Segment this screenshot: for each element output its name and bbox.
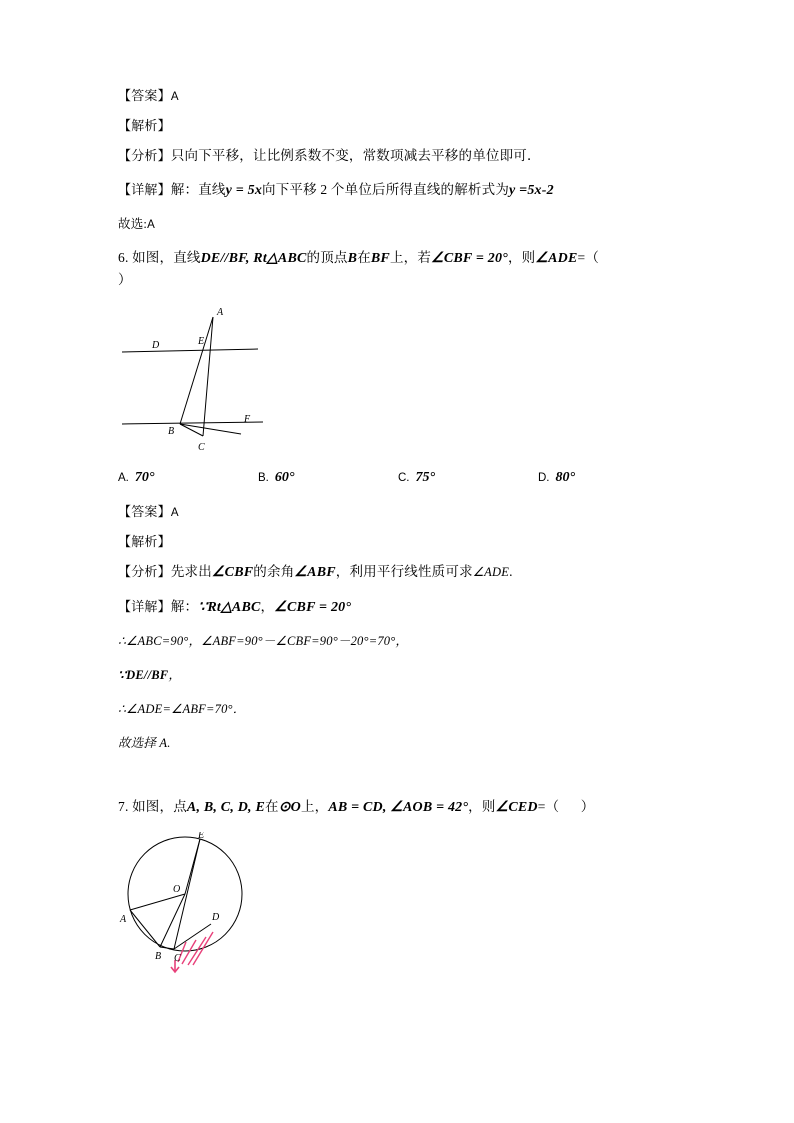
q6-detail-formula-2: ∠CBF = 20°	[274, 599, 352, 615]
detail-formula-2: y =5x-2	[509, 182, 554, 198]
q6-choice-d-value: 80°	[555, 469, 576, 485]
q6-explain-tag: 【解析】	[118, 533, 171, 549]
q7-formula-1: A, B, C, D, E	[186, 799, 265, 815]
q6-formula-5: ∠ADE	[535, 251, 578, 267]
q6-step1-text: ∴∠ABC=90°，∠ABF=90°－∠CBF=90°－20°=70°，	[118, 634, 409, 649]
q6-choice-a-value: 70°	[134, 469, 155, 485]
q6-detail-line	[118, 597, 678, 619]
q6-stem-part-e: ，则	[507, 250, 536, 266]
q6-step2	[118, 665, 678, 686]
q7-formula-4: ∠CED	[495, 799, 538, 815]
q6-formula-4: ∠CBF = 20°	[431, 251, 508, 267]
q6-choice-b-value: 60°	[274, 469, 295, 485]
q6-formula-2: B	[347, 251, 358, 267]
q6-choice-c-label: C.	[398, 471, 410, 484]
q6-analysis-a: 先求出	[170, 563, 212, 579]
q6-choice-c-value: 75°	[415, 469, 436, 485]
q6-analysis-d: .	[509, 563, 513, 579]
detail-text: 解：直线	[170, 181, 226, 197]
answer-value: A	[170, 91, 179, 103]
q7-stem	[118, 797, 678, 819]
q6-label-B: B	[168, 425, 175, 437]
q6-stem-part-c: 在	[357, 250, 371, 266]
detail-tag: 【详解】	[118, 181, 171, 197]
q5-analysis-line	[118, 146, 678, 167]
q6-choice-d-label: D.	[538, 471, 550, 484]
q6-detail-formula-1: ∵Rt△ABC	[198, 599, 261, 615]
q7-number: 7.	[118, 798, 129, 814]
q6-analysis-line	[118, 562, 678, 584]
q6-stem-part-d: 上，若	[389, 250, 432, 266]
q6-conclusion-text: 故选择 A.	[118, 735, 171, 750]
q6-step1	[118, 631, 678, 652]
q6-step3	[118, 699, 678, 720]
q5-choose-line	[118, 214, 678, 235]
q7-stem-part-d: ，则	[468, 798, 496, 814]
q7-label-D: D	[212, 911, 220, 923]
q6-number: 6.	[118, 250, 129, 266]
q6-answer-line	[118, 502, 678, 523]
q6-choice-a-label: A.	[118, 471, 129, 484]
choose-value: A	[147, 219, 155, 232]
q6-formula-1: DE//BF, Rt△ABC	[200, 251, 307, 267]
q6-step3-text: ∴∠ADE=∠ABF=70°．	[118, 702, 246, 717]
q5-answer-line	[118, 86, 678, 107]
q6-formula-3: BF	[370, 251, 390, 267]
q7-label-C: C	[174, 952, 181, 964]
section-gap	[118, 767, 678, 797]
q6-choice-d[interactable]	[538, 469, 678, 486]
q7-label-B: B	[155, 950, 162, 962]
q7-formula-2: ⊙O	[278, 799, 301, 815]
q7-circle-diagram	[118, 832, 298, 982]
q6-analysis-tag: 【分析】	[118, 563, 171, 579]
q6-stem-part-g: ）	[118, 272, 132, 288]
q7-stem-part-f: ）	[580, 798, 595, 814]
q6-choice-c[interactable]	[398, 469, 538, 486]
q7-figure	[118, 832, 678, 982]
q6-step2-formula: ∵DE//BF	[118, 668, 169, 683]
detail-formula-1: y = 5x	[225, 182, 263, 198]
q6-detail-a: 解：	[170, 598, 199, 614]
q6-label-A: A	[217, 306, 224, 318]
q6-choices	[118, 469, 678, 486]
q7-stem-part-e: =（	[537, 798, 560, 814]
q6-geometry-diagram	[118, 304, 338, 459]
analysis-tag: 【分析】	[118, 147, 171, 163]
choose-text: 故选:	[118, 217, 148, 232]
q6-analysis-c: ，利用平行线性质可求	[335, 563, 473, 579]
q6-stem-part-b: 的顶点	[306, 250, 348, 266]
explanation-tag: 【解析】	[118, 117, 171, 133]
q5-explanation-tag-line	[118, 116, 678, 137]
q6-conclusion	[118, 733, 678, 754]
q6-figure	[118, 304, 678, 459]
detail-mid-text: 向下平移 2 个单位后所得直线的解析式为	[262, 181, 510, 197]
q6-stem-part-f: =（	[577, 250, 600, 266]
q7-label-A: A	[120, 913, 127, 925]
q6-answer-value: A	[170, 506, 179, 519]
q6-analysis-formula-2: ∠ABF	[294, 564, 336, 580]
q6-step2-text: ，	[168, 668, 182, 683]
q7-label-E: E	[198, 831, 205, 841]
q6-analysis-b: 的余角	[253, 563, 295, 579]
q7-stem-part-a: 如图，点	[132, 798, 187, 814]
q6-analysis-formula-3: ∠ADE	[472, 564, 510, 579]
q7-formula-3: AB = CD, ∠AOB = 42°	[328, 799, 469, 815]
q6-label-E: E	[198, 335, 205, 347]
q6-stem-part-a: 如图，直线	[132, 250, 201, 266]
q6-stem	[118, 248, 678, 291]
q5-detail-line	[118, 180, 678, 202]
q6-choice-a[interactable]	[118, 469, 258, 486]
q6-answer-tag: 【答案】	[118, 503, 171, 519]
q7-stem-part-b: 在	[264, 798, 279, 814]
q6-analysis-formula-1: ∠CBF	[211, 564, 254, 580]
q6-label-F: F	[244, 413, 251, 425]
q6-choice-b-label: B.	[258, 471, 269, 484]
q6-detail-tag: 【详解】	[118, 598, 171, 614]
q7-label-O: O	[173, 883, 181, 895]
q6-detail-b: ，	[260, 598, 275, 614]
analysis-text: 只向下平移，让比例系数不变，常数项减去平移的单位即可．	[170, 147, 541, 163]
q6-explain-line	[118, 532, 678, 553]
q6-label-D: D	[152, 339, 160, 351]
q6-choice-b[interactable]	[258, 469, 398, 486]
document-content	[118, 86, 678, 992]
q7-stem-part-c: 上，	[300, 798, 329, 814]
q6-label-C: C	[198, 441, 205, 453]
answer-tag: 【答案】	[118, 88, 171, 103]
